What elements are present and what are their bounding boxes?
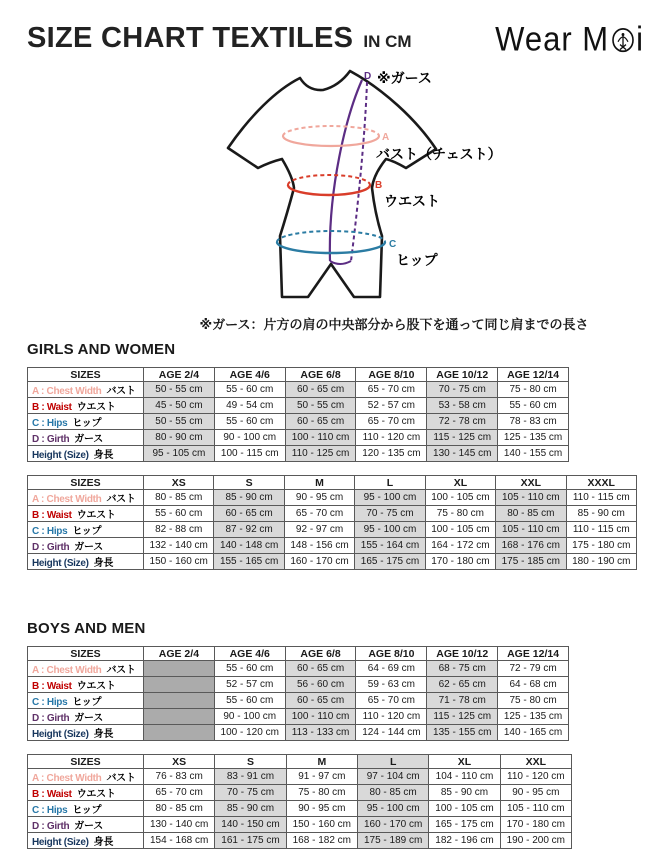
value-cell: 60 - 65 cm xyxy=(285,693,356,709)
girth-line-dashed xyxy=(351,82,367,261)
value-cell: 100 - 105 cm xyxy=(429,801,500,817)
value-cell: 82 - 88 cm xyxy=(144,522,214,538)
table-row xyxy=(28,709,569,725)
table-row xyxy=(28,446,569,462)
value-cell: 59 - 63 cm xyxy=(356,677,427,693)
value-cell: 85 - 90 cm xyxy=(566,506,636,522)
value-cell: 110 - 115 cm xyxy=(566,522,636,538)
girth-letter-label: D xyxy=(364,71,372,82)
value-cell: 110 - 120 cm xyxy=(500,769,571,785)
value-cell: 52 - 57 cm xyxy=(214,677,285,693)
value-cell: 154 - 168 cm xyxy=(144,833,215,849)
value-cell: 55 - 60 cm xyxy=(214,693,285,709)
row-label xyxy=(28,430,144,446)
measure-label-en: A : Chest Width xyxy=(32,494,102,505)
table-row xyxy=(28,833,572,849)
row-label xyxy=(28,693,144,709)
column-header: AGE 12/14 xyxy=(498,368,569,382)
row-label xyxy=(28,833,144,849)
hips-ellipse-front xyxy=(277,242,385,253)
column-header: AGE 10/12 xyxy=(427,647,498,661)
measure-label-en: B : Waist xyxy=(32,789,72,800)
measure-label-jp: ガース xyxy=(74,713,103,724)
value-cell: 71 - 78 cm xyxy=(427,693,498,709)
value-cell: 75 - 80 cm xyxy=(498,382,569,398)
table-row xyxy=(28,414,569,430)
value-cell: 104 - 110 cm xyxy=(429,769,500,785)
row-label xyxy=(28,506,144,522)
value-cell: 90 - 95 cm xyxy=(286,801,357,817)
value-cell: 50 - 55 cm xyxy=(285,398,356,414)
value-cell: 168 - 182 cm xyxy=(286,833,357,849)
value-cell: 110 - 125 cm xyxy=(285,446,356,462)
table-row xyxy=(28,725,569,741)
column-header: XL xyxy=(425,476,495,490)
value-cell: 65 - 70 cm xyxy=(356,414,427,430)
table-row xyxy=(28,382,569,398)
value-cell: 95 - 100 cm xyxy=(355,490,425,506)
value-cell: 190 - 200 cm xyxy=(500,833,571,849)
value-cell: 64 - 69 cm xyxy=(356,661,427,677)
measure-label-en: C : Hips xyxy=(32,805,68,816)
boys-men-size-table xyxy=(27,754,572,849)
girth-line-solid xyxy=(330,80,362,261)
value-cell: 140 - 155 cm xyxy=(498,446,569,462)
value-cell: 182 - 196 cm xyxy=(429,833,500,849)
value-cell: 160 - 170 cm xyxy=(357,817,428,833)
value-cell: 64 - 68 cm xyxy=(498,677,569,693)
value-cell: 100 - 115 cm xyxy=(214,446,285,462)
waist-ellipse-back xyxy=(288,175,370,185)
measure-label-en: Height (Size) xyxy=(32,558,89,569)
value-cell: 53 - 58 cm xyxy=(427,398,498,414)
value-cell: 85 - 90 cm xyxy=(429,785,500,801)
measure-label-jp: ガース xyxy=(74,434,103,445)
measure-label-jp: ウエスト xyxy=(76,510,116,521)
section-girls-and-women xyxy=(0,341,670,570)
column-header: AGE 10/12 xyxy=(427,368,498,382)
value-cell: 110 - 115 cm xyxy=(566,490,636,506)
value-cell: 65 - 70 cm xyxy=(284,506,354,522)
measure-label-en: B : Waist xyxy=(32,681,72,692)
value-cell: 115 - 125 cm xyxy=(427,709,498,725)
column-header: M xyxy=(286,755,357,769)
hips-letter-label: C xyxy=(389,239,397,250)
value-cell: 60 - 65 cm xyxy=(285,382,356,398)
column-header: XS xyxy=(144,755,215,769)
value-cell: 140 - 148 cm xyxy=(214,538,284,554)
page-header xyxy=(0,0,670,58)
value-cell: 70 - 75 cm xyxy=(355,506,425,522)
value-cell xyxy=(144,725,215,741)
value-cell: 135 - 155 cm xyxy=(427,725,498,741)
value-cell: 45 - 50 cm xyxy=(144,398,215,414)
value-cell: 95 - 100 cm xyxy=(357,801,428,817)
value-cell: 60 - 65 cm xyxy=(285,414,356,430)
value-cell: 120 - 135 cm xyxy=(356,446,427,462)
page-title: SIZE CHART TEXTILES xyxy=(27,22,354,54)
column-header: M xyxy=(284,476,354,490)
value-cell: 110 - 120 cm xyxy=(356,430,427,446)
section-heading-boys-men: BOYS AND MEN xyxy=(27,620,146,637)
value-cell: 164 - 172 cm xyxy=(425,538,495,554)
value-cell: 170 - 180 cm xyxy=(425,554,495,570)
value-cell: 80 - 85 cm xyxy=(357,785,428,801)
measure-label-jp: バスト xyxy=(106,773,136,784)
value-cell: 113 - 133 cm xyxy=(285,725,356,741)
value-cell: 155 - 165 cm xyxy=(214,554,284,570)
waist-text-label: ウエスト xyxy=(384,193,440,209)
value-cell: 76 - 83 cm xyxy=(144,769,215,785)
value-cell: 130 - 140 cm xyxy=(144,817,215,833)
value-cell: 70 - 75 cm xyxy=(215,785,286,801)
measure-label-en: C : Hips xyxy=(32,697,68,708)
value-cell: 75 - 80 cm xyxy=(286,785,357,801)
value-cell: 80 - 90 cm xyxy=(144,430,215,446)
column-header: S xyxy=(214,476,284,490)
value-cell: 90 - 100 cm xyxy=(214,430,285,446)
column-header: AGE 6/8 xyxy=(285,368,356,382)
measure-label-en: D : Girth xyxy=(32,542,70,553)
sizes-column-header: SIZES xyxy=(28,647,144,661)
column-header: XL xyxy=(429,755,500,769)
measure-label-en: Height (Size) xyxy=(32,729,89,740)
brand-text-right: i xyxy=(636,19,644,59)
row-label xyxy=(28,785,144,801)
row-label xyxy=(28,446,144,462)
chest-ellipse-front xyxy=(283,136,379,146)
value-cell: 85 - 90 cm xyxy=(215,801,286,817)
measure-label-jp: ヒップ xyxy=(72,697,102,708)
value-cell: 125 - 135 cm xyxy=(498,430,569,446)
value-cell: 50 - 55 cm xyxy=(144,382,215,398)
brand-text-left: Wear M xyxy=(495,19,610,59)
column-header: L xyxy=(355,476,425,490)
header-row xyxy=(28,647,569,661)
value-cell: 90 - 100 cm xyxy=(214,709,285,725)
value-cell: 100 - 105 cm xyxy=(425,522,495,538)
waist-letter-label: B xyxy=(375,180,383,191)
value-cell: 72 - 78 cm xyxy=(427,414,498,430)
value-cell: 180 - 190 cm xyxy=(566,554,636,570)
value-cell: 92 - 97 cm xyxy=(284,522,354,538)
row-label xyxy=(28,398,144,414)
measure-label-jp: 身長 xyxy=(93,450,114,461)
value-cell: 161 - 175 cm xyxy=(215,833,286,849)
measure-label-jp: 身長 xyxy=(93,729,114,740)
row-label xyxy=(28,538,144,554)
sizes-column-header: SIZES xyxy=(28,368,144,382)
column-header: XXL xyxy=(500,755,571,769)
header-row xyxy=(28,368,569,382)
measure-label-en: D : Girth xyxy=(32,434,70,445)
value-cell: 124 - 144 cm xyxy=(356,725,427,741)
value-cell: 155 - 164 cm xyxy=(355,538,425,554)
value-cell: 65 - 70 cm xyxy=(356,693,427,709)
row-label xyxy=(28,725,144,741)
column-header: AGE 6/8 xyxy=(285,647,356,661)
row-label xyxy=(28,769,144,785)
value-cell: 100 - 120 cm xyxy=(214,725,285,741)
table-row xyxy=(28,693,569,709)
column-header: XXXL xyxy=(566,476,636,490)
value-cell: 80 - 85 cm xyxy=(144,801,215,817)
value-cell: 55 - 60 cm xyxy=(214,661,285,677)
table-row xyxy=(28,506,637,522)
measure-label-en: D : Girth xyxy=(32,713,70,724)
value-cell: 95 - 100 cm xyxy=(355,522,425,538)
row-label xyxy=(28,709,144,725)
table-row xyxy=(28,817,572,833)
table-row xyxy=(28,785,572,801)
table-row xyxy=(28,490,637,506)
waist-ellipse-front xyxy=(288,185,370,195)
value-cell: 100 - 105 cm xyxy=(425,490,495,506)
value-cell: 132 - 140 cm xyxy=(144,538,214,554)
measure-label-jp: バスト xyxy=(106,665,136,676)
table-row xyxy=(28,661,569,677)
value-cell: 65 - 70 cm xyxy=(144,785,215,801)
measure-label-en: B : Waist xyxy=(32,510,72,521)
value-cell: 150 - 160 cm xyxy=(286,817,357,833)
value-cell: 130 - 145 cm xyxy=(427,446,498,462)
row-label xyxy=(28,817,144,833)
table-row xyxy=(28,769,572,785)
value-cell: 72 - 79 cm xyxy=(498,661,569,677)
girls-women-age-table xyxy=(27,367,569,462)
table-row xyxy=(28,430,569,446)
column-header: AGE 8/10 xyxy=(356,647,427,661)
value-cell: 80 - 85 cm xyxy=(496,506,566,522)
value-cell: 148 - 156 cm xyxy=(284,538,354,554)
measurement-diagram xyxy=(0,64,670,312)
value-cell: 175 - 180 cm xyxy=(566,538,636,554)
value-cell: 105 - 110 cm xyxy=(496,490,566,506)
column-header: AGE 2/4 xyxy=(144,647,215,661)
value-cell: 91 - 97 cm xyxy=(286,769,357,785)
row-label xyxy=(28,522,144,538)
measure-label-jp: 身長 xyxy=(93,837,114,848)
value-cell: 50 - 55 cm xyxy=(144,414,215,430)
value-cell: 105 - 110 cm xyxy=(496,522,566,538)
value-cell: 83 - 91 cm xyxy=(215,769,286,785)
value-cell: 49 - 54 cm xyxy=(214,398,285,414)
measure-label-en: D : Girth xyxy=(32,821,70,832)
measure-label-en: Height (Size) xyxy=(32,837,89,848)
measure-label-jp: ウエスト xyxy=(76,681,116,692)
value-cell: 62 - 65 cm xyxy=(427,677,498,693)
column-header: AGE 8/10 xyxy=(356,368,427,382)
measure-label-jp: ガース xyxy=(74,821,103,832)
row-label xyxy=(28,554,144,570)
measure-label-en: C : Hips xyxy=(32,418,68,429)
chest-letter-label: A xyxy=(382,132,390,143)
value-cell: 90 - 95 cm xyxy=(284,490,354,506)
column-header: AGE 4/6 xyxy=(214,368,285,382)
girth-loop-bottom xyxy=(330,261,351,264)
measure-label-jp: ガース xyxy=(74,542,103,553)
value-cell: 175 - 189 cm xyxy=(357,833,428,849)
row-label xyxy=(28,801,144,817)
measure-label-jp: ヒップ xyxy=(72,805,102,816)
table-row xyxy=(28,398,569,414)
value-cell: 97 - 104 cm xyxy=(357,769,428,785)
table-row xyxy=(28,522,637,538)
value-cell: 52 - 57 cm xyxy=(356,398,427,414)
value-cell: 65 - 70 cm xyxy=(356,382,427,398)
header-row xyxy=(28,476,637,490)
value-cell: 75 - 80 cm xyxy=(498,693,569,709)
row-label xyxy=(28,490,144,506)
column-header: AGE 2/4 xyxy=(144,368,215,382)
value-cell xyxy=(144,693,215,709)
value-cell: 55 - 60 cm xyxy=(214,414,285,430)
dancer-circle-icon xyxy=(611,23,635,63)
value-cell: 85 - 90 cm xyxy=(214,490,284,506)
value-cell: 70 - 75 cm xyxy=(427,382,498,398)
value-cell: 165 - 175 cm xyxy=(429,817,500,833)
column-header: AGE 12/14 xyxy=(498,647,569,661)
header-row xyxy=(28,755,572,769)
value-cell: 165 - 175 cm xyxy=(355,554,425,570)
measure-label-jp: ウエスト xyxy=(76,789,116,800)
value-cell: 60 - 65 cm xyxy=(214,506,284,522)
chest-text-label: バスト（チェスト） xyxy=(376,146,502,162)
brand-logo xyxy=(495,16,644,63)
column-header: XXL xyxy=(496,476,566,490)
value-cell: 56 - 60 cm xyxy=(285,677,356,693)
value-cell: 100 - 110 cm xyxy=(285,709,356,725)
measure-label-en: A : Chest Width xyxy=(32,773,102,784)
value-cell: 110 - 120 cm xyxy=(356,709,427,725)
value-cell: 150 - 160 cm xyxy=(144,554,214,570)
value-cell: 55 - 60 cm xyxy=(214,382,285,398)
value-cell: 160 - 170 cm xyxy=(284,554,354,570)
value-cell: 140 - 165 cm xyxy=(498,725,569,741)
column-header: XS xyxy=(144,476,214,490)
measure-label-en: A : Chest Width xyxy=(32,386,102,397)
measure-label-jp: バスト xyxy=(106,386,136,397)
row-label xyxy=(28,661,144,677)
table-row xyxy=(28,554,637,570)
value-cell: 68 - 75 cm xyxy=(427,661,498,677)
girth-footnote: ※ガース：片方の肩の中央部分から股下を通って同じ肩までの長さ xyxy=(199,317,589,332)
value-cell: 100 - 110 cm xyxy=(285,430,356,446)
value-cell: 55 - 60 cm xyxy=(144,506,214,522)
value-cell: 115 - 125 cm xyxy=(427,430,498,446)
girls-women-size-table xyxy=(27,475,637,570)
table-row xyxy=(28,538,637,554)
value-cell: 105 - 110 cm xyxy=(500,801,571,817)
unit-label: IN CM xyxy=(363,32,412,51)
measure-label-en: B : Waist xyxy=(32,402,72,413)
column-header: L xyxy=(357,755,428,769)
value-cell xyxy=(144,661,215,677)
value-cell: 140 - 150 cm xyxy=(215,817,286,833)
boys-men-age-table xyxy=(27,646,569,741)
section-boys-and-men xyxy=(0,620,670,849)
section-heading-girls-women: GIRLS AND WOMEN xyxy=(27,341,176,358)
title-wrap xyxy=(27,22,412,55)
table-row xyxy=(28,801,572,817)
measure-label-jp: 身長 xyxy=(93,558,114,569)
measure-label-en: C : Hips xyxy=(32,526,68,537)
measure-label-jp: ヒップ xyxy=(72,526,102,537)
measure-label-jp: ウエスト xyxy=(76,402,116,413)
value-cell: 80 - 85 cm xyxy=(144,490,214,506)
measure-label-jp: ヒップ xyxy=(72,418,102,429)
value-cell: 125 - 135 cm xyxy=(498,709,569,725)
value-cell: 78 - 83 cm xyxy=(498,414,569,430)
measure-label-en: Height (Size) xyxy=(32,450,89,461)
value-cell: 87 - 92 cm xyxy=(214,522,284,538)
value-cell: 90 - 95 cm xyxy=(500,785,571,801)
hips-text-label: ヒップ xyxy=(396,252,438,268)
sizes-column-header: SIZES xyxy=(28,476,144,490)
row-label xyxy=(28,677,144,693)
value-cell: 170 - 180 cm xyxy=(500,817,571,833)
measure-label-jp: バスト xyxy=(106,494,136,505)
value-cell: 55 - 60 cm xyxy=(498,398,569,414)
measure-label-en: A : Chest Width xyxy=(32,665,102,676)
value-cell: 60 - 65 cm xyxy=(285,661,356,677)
row-label xyxy=(28,382,144,398)
value-cell: 75 - 80 cm xyxy=(425,506,495,522)
column-header: AGE 4/6 xyxy=(214,647,285,661)
sizes-column-header: SIZES xyxy=(28,755,144,769)
value-cell: 168 - 176 cm xyxy=(496,538,566,554)
table-row xyxy=(28,677,569,693)
girth-text-label: ※ガース xyxy=(377,70,432,86)
value-cell: 95 - 105 cm xyxy=(144,446,215,462)
column-header: S xyxy=(215,755,286,769)
value-cell xyxy=(144,709,215,725)
value-cell xyxy=(144,677,215,693)
row-label xyxy=(28,414,144,430)
value-cell: 175 - 185 cm xyxy=(496,554,566,570)
